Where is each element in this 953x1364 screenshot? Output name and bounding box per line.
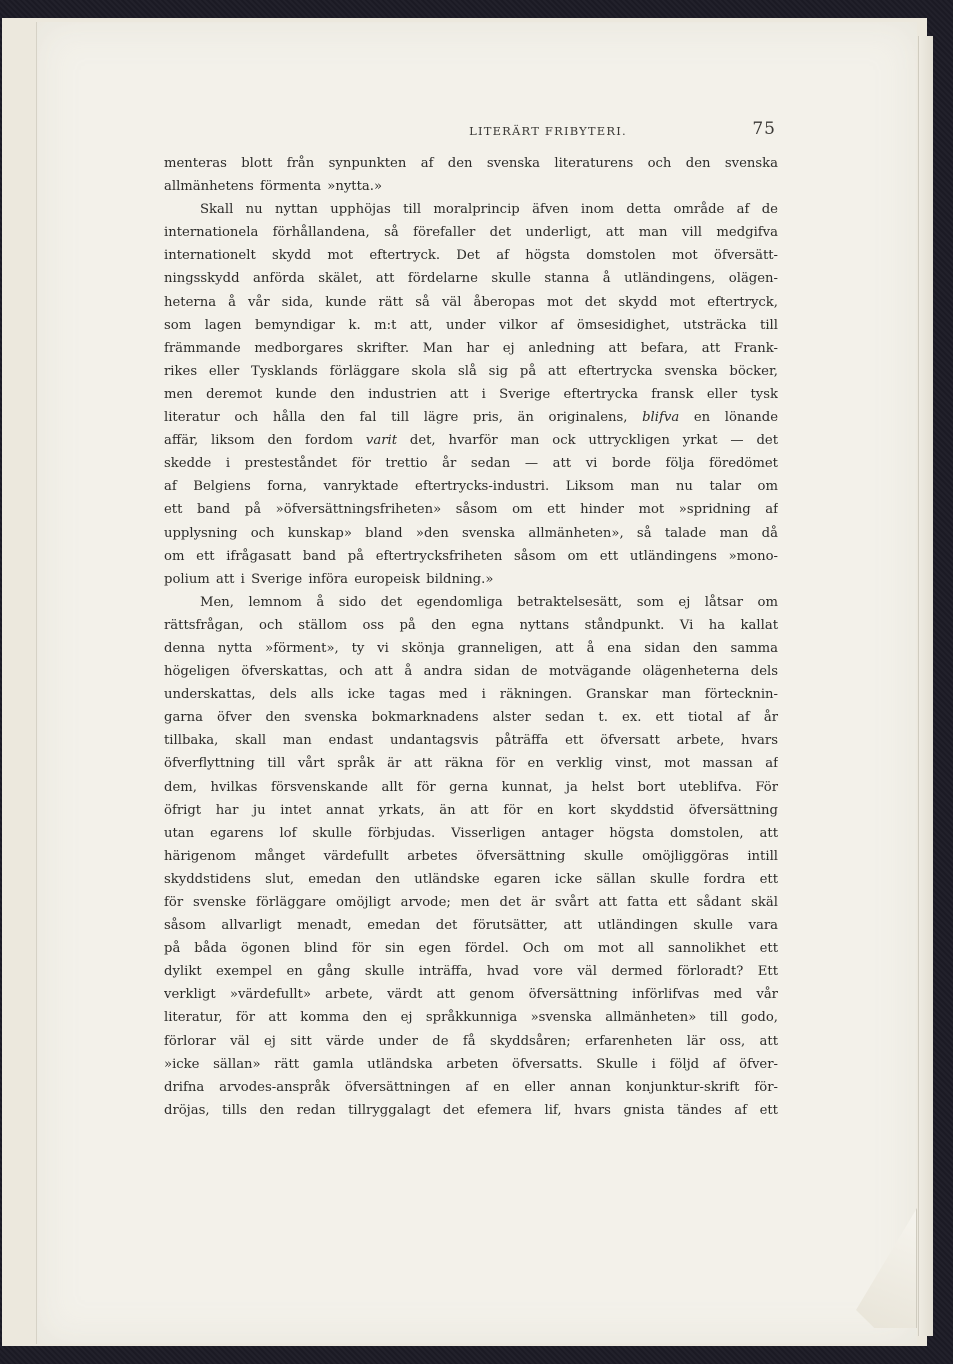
text-line: underskattas, dels alls icke tagas med i räkningen. Granskar man förtecknin- <box>164 687 778 703</box>
text-line: Men, lemnom å sido det egendomliga betraktelsesätt, som ej låtsar om <box>200 594 778 610</box>
text-line: drifna arvodes-anspråk öfversättningen af en eller annan konjunktur-skrift för- <box>164 1079 778 1095</box>
text-line: högeligen öfverskattas, och att å andra sidan de motvägande olägenheterna dels <box>164 664 778 680</box>
page-number: 75 <box>752 119 776 139</box>
text-line: Skall nu nyttan upphöjas till moralprincip äfven inom detta område af de <box>200 202 778 218</box>
text-line: internationela förhållandena, så förefaller det underligt, att man vill medgifva <box>164 225 778 241</box>
paragraph-3 <box>164 591 778 1122</box>
text-line: på båda ögonen blind för sin egen fördel. Och om mot all sannolikhet ett <box>164 941 778 957</box>
text-line: »icke sällan» rätt gamla utländska arbeten öfversatts. Skulle i följd af öfver- <box>164 1056 778 1072</box>
text-line: förlorar väl ej sitt värde under de få skyddsåren; erfarenheten lär oss, att <box>164 1033 778 1049</box>
text-line: men deremot kunde den industrien att i Sverige eftertrycka fransk eller tysk <box>164 386 778 402</box>
body-text <box>164 152 778 1122</box>
text-line: internationelt skydd mot eftertryck. Det af högsta domstolen mot öfversätt- <box>164 248 778 264</box>
text-line: ett band på »öfversättningsfriheten» såsom om ett hinder mot »spridning af <box>164 502 778 518</box>
page-edge <box>918 36 933 1336</box>
italic-word: blifva <box>642 410 680 426</box>
text-line: tillbaka, skall man endast undantagsvis påträffa ett öfversatt arbete, hvars <box>164 733 778 749</box>
text-line: dem, hvilkas försvenskande allt för gerna kunnat, ja helst bort uteblifva. För <box>164 779 778 795</box>
text-line: verkligt »värdefullt» arbete, värdt att genom öfversättning införlifvas med vår <box>164 987 778 1003</box>
text-line: främmande medborgares skrifter. Man har ej anledning att befara, att Frank- <box>164 340 778 356</box>
running-head: LITERÄRT FRIBYTERI. <box>469 124 627 138</box>
page-header <box>160 121 780 143</box>
text-line: dylikt exempel en gång skulle inträffa, hvad vore väl dermed förloradt? Ett <box>164 964 778 980</box>
text-line: upplysning och kunskap» bland »den svenska allmänheten», så talade man då <box>164 525 778 541</box>
text-line: skyddstidens slut, emedan den utländske egaren icke sällan skulle fordra ett <box>164 871 778 887</box>
text-line: affär, liksom den fordom varit det, hvarför man ock uttryckligen yrkat — det <box>164 433 778 449</box>
text-line: som lagen bemyndigar k. m:t att, under vilkor af ömsesidighet, utsträcka till <box>164 317 778 333</box>
text-line: utan egarens lof skulle förbjudas. Visserligen antager högsta domstolen, att <box>164 825 778 841</box>
text-line: om ett ifrågasatt band på eftertrycksfriheten såsom om ett utländingens »mono- <box>164 548 778 564</box>
text-line: öfverflyttning till vårt språk är att räkna för en verklig vinst, mot massan af <box>164 756 778 772</box>
italic-word: varit <box>365 433 398 449</box>
text-line: såsom allvarligt menadt, emedan det förutsätter, att utländingen skulle vara <box>164 918 778 934</box>
text-line: literatur, för att komma den ej språkkunniga »svenska allmänheten» till godo, <box>164 1010 778 1026</box>
text-line: menteras blott från synpunkten af den svenska literaturens och den svenska <box>164 156 778 171</box>
text-line: dröjas, tills den redan tillryggalagt det efemera lif, hvars gnista tändes af ett <box>164 1102 778 1118</box>
text-line: rättsfrågan, och ställom oss på den egna nyttans ståndpunkt. Vi ha kallat <box>164 617 778 633</box>
text-line: härigenom månget värdefullt arbetes öfversättning skulle omöjliggöras intill <box>164 848 778 864</box>
text-line: af Belgiens forna, vanryktade eftertrycks-industri. Liksom man nu talar om <box>164 479 778 495</box>
text-line: denna nytta »förment», ty vi skönja granneligen, att å ena sidan den samma <box>164 640 778 656</box>
text-line: ningsskydd anförda skälet, att fördelarne skulle stanna å utländingens, olägen- <box>164 271 778 287</box>
text-line: polium att i Sverige införa europeisk bildning.» <box>164 571 494 587</box>
text-line: heterna å vår sida, kunde rätt så väl åberopas mot det skydd mot eftertryck, <box>164 294 778 310</box>
paragraph-1 <box>164 152 778 198</box>
text-line: skedde i presteståndet för trettio år sedan — att vi borde följa föredömet <box>164 456 778 472</box>
text-line: öfrigt har ju intet annat yrkats, än att för en kort skyddstid öfversättning <box>164 802 778 818</box>
text-line: allmänhetens förmenta »nytta.» <box>164 179 383 195</box>
text-line: garna öfver den svenska bokmarknadens alster sedan t. ex. ett tiotal af år <box>164 710 778 726</box>
paragraph-2 <box>164 198 778 591</box>
text-line: literatur och hålla den fal till lägre pris, än originalens, blifva en lönande <box>164 410 778 426</box>
text-line: för svenske förläggare omöjligt arvode; men det är svårt att fatta ett sådant skäl <box>164 895 778 910</box>
text-line: rikes eller Tysklands förläggare skola slå sig på att eftertrycka svenska böcker, <box>164 363 778 379</box>
